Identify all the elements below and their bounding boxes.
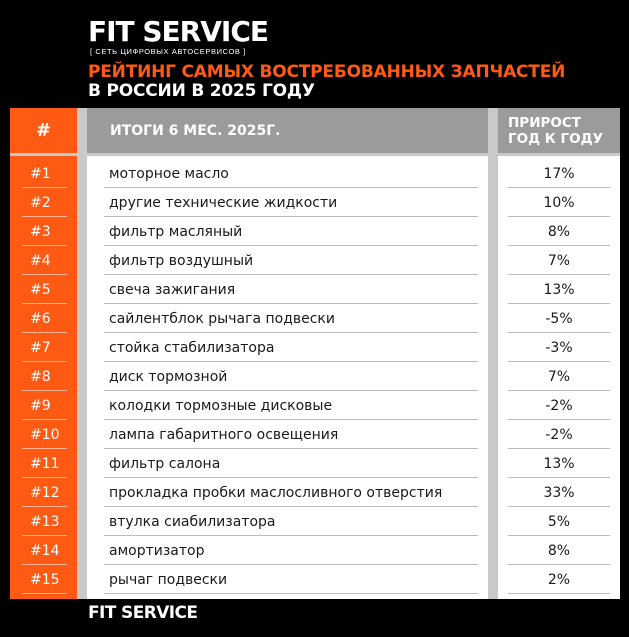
brand-logo: FIT SERVICE: [88, 15, 269, 48]
row-growth: 8%: [508, 218, 610, 246]
table-row: [0, 392, 629, 421]
header-number: #: [10, 108, 77, 153]
row-growth: 2%: [508, 566, 610, 594]
table-row: [0, 450, 629, 479]
row-rank: #14: [22, 537, 67, 565]
footer-logo: FIT SERVICE: [88, 603, 198, 623]
row-growth: 7%: [508, 247, 610, 275]
row-growth: 13%: [508, 450, 610, 478]
table-row: [0, 160, 629, 189]
row-rank: #12: [22, 479, 67, 507]
row-growth: 5%: [508, 508, 610, 536]
row-part-name: диск тормозной: [104, 363, 478, 391]
table-row: [0, 276, 629, 305]
table-row: [0, 247, 629, 276]
row-part-name: фильтр воздушный: [104, 247, 478, 275]
row-part-name: свеча зажигания: [104, 276, 478, 304]
row-part-name: прокладка пробки маслосливного отверстия: [104, 479, 478, 507]
header-growth-line-1: ПРИРОСТ: [508, 114, 581, 131]
row-part-name: фильтр салона: [104, 450, 478, 478]
table-row: [0, 363, 629, 392]
header-name: ИТОГИ 6 МЕС. 2025Г.: [87, 108, 488, 153]
row-part-name: колодки тормозные дисковые: [104, 392, 478, 420]
table-row: [0, 305, 629, 334]
row-growth: 7%: [508, 363, 610, 391]
row-rank: #5: [22, 276, 67, 304]
row-part-name: амортизатор: [104, 537, 478, 565]
row-rank: #15: [22, 566, 67, 594]
row-growth: -2%: [508, 421, 610, 449]
table-row: [0, 189, 629, 218]
row-part-name: втулка сиабилизатора: [104, 508, 478, 536]
row-part-name: стойка стабилизатора: [104, 334, 478, 362]
row-rank: #3: [22, 218, 67, 246]
table-row: [0, 421, 629, 450]
row-rank: #13: [22, 508, 67, 536]
row-part-name: другие технические жидкости: [104, 189, 478, 217]
row-growth: -3%: [508, 334, 610, 362]
row-part-name: фильтр масляный: [104, 218, 478, 246]
table-row: [0, 566, 629, 595]
row-growth: 13%: [508, 276, 610, 304]
row-growth: 8%: [508, 537, 610, 565]
row-rank: #4: [22, 247, 67, 275]
row-part-name: рычаг подвески: [104, 566, 478, 594]
title-line-1: РЕЙТИНГ САМЫХ ВОСТРЕБОВАННЫХ ЗАПЧАСТЕЙ: [88, 62, 566, 82]
row-rank: #9: [22, 392, 67, 420]
row-part-name: лампа габаритного освещения: [104, 421, 478, 449]
row-growth: 17%: [508, 160, 610, 188]
row-growth: -5%: [508, 305, 610, 333]
table-row: [0, 218, 629, 247]
table-row: [0, 508, 629, 537]
row-rank: #8: [22, 363, 67, 391]
brand-tagline: [ СЕТЬ ЦИФРОВЫХ АВТОСЕРВИСОВ ]: [90, 47, 246, 56]
row-rank: #7: [22, 334, 67, 362]
row-rank: #10: [22, 421, 67, 449]
table-row: [0, 537, 629, 566]
row-rank: #11: [22, 450, 67, 478]
row-rank: #2: [22, 189, 67, 217]
row-rank: #1: [22, 160, 67, 188]
table-row: [0, 479, 629, 508]
row-part-name: сайлентблок рычага подвески: [104, 305, 478, 333]
row-rank: #6: [22, 305, 67, 333]
row-part-name: моторное масло: [104, 160, 478, 188]
row-growth: -2%: [508, 392, 610, 420]
table-row: [0, 334, 629, 363]
header-growth-line-2: ГОД К ГОДУ: [508, 130, 604, 147]
row-growth: 33%: [508, 479, 610, 507]
header-growth: [498, 108, 620, 153]
title-line-2: В РОССИИ В 2025 ГОДУ: [88, 81, 315, 101]
row-growth: 10%: [508, 189, 610, 217]
